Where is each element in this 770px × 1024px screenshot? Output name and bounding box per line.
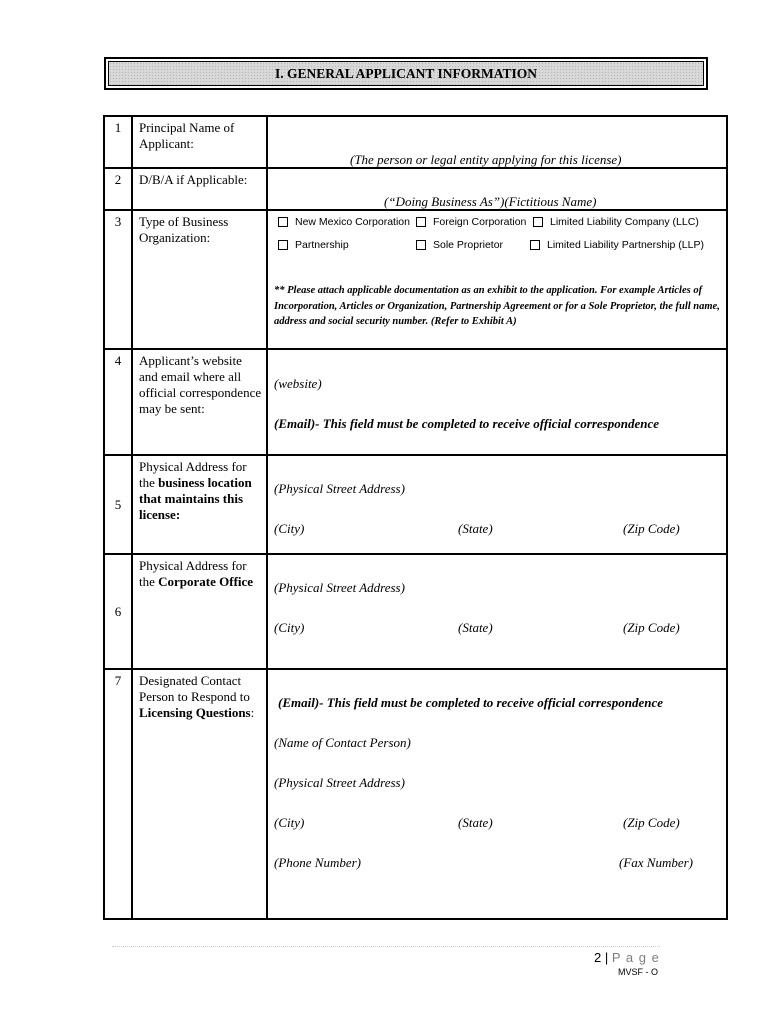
dba-label: D/B/A if Applicable: xyxy=(132,168,267,210)
option-foreign-corporation[interactable]: Foreign Corporation xyxy=(416,214,526,230)
state-hint: (State) xyxy=(458,815,493,830)
street-hint: (Physical Street Address) xyxy=(274,775,405,790)
form-row-1 xyxy=(104,116,727,168)
business-address-field[interactable] xyxy=(267,455,727,554)
checkbox-icon xyxy=(533,217,543,227)
checkbox-icon xyxy=(278,217,288,227)
row-number: 6 xyxy=(104,554,132,669)
website-email-field[interactable] xyxy=(267,349,727,455)
form-row-2 xyxy=(104,168,727,210)
city-hint: (City) xyxy=(274,620,305,635)
applicant-form-table xyxy=(103,115,728,920)
checkbox-icon xyxy=(278,240,288,250)
dba-field[interactable] xyxy=(267,168,727,210)
checkbox-icon xyxy=(416,240,426,250)
section-header xyxy=(104,57,708,90)
corporate-office-label: Physical Address for the Corporate Office xyxy=(132,554,267,669)
zip-hint: (Zip Code) xyxy=(623,815,680,830)
option-sole-proprietor[interactable]: Sole Proprietor xyxy=(416,237,503,253)
checkbox-icon xyxy=(530,240,540,250)
row-number: 5 xyxy=(104,455,132,554)
form-row-7 xyxy=(104,669,727,919)
business-location-label: Physical Address for the business location that maintains this license: xyxy=(132,455,267,554)
row-number: 4 xyxy=(104,349,132,455)
contact-person-label: Designated Contact Person to Respond to Licensing Questions: xyxy=(132,669,267,919)
row-number: 2 xyxy=(104,168,132,210)
form-row-5 xyxy=(104,455,727,554)
zip-hint: (Zip Code) xyxy=(623,521,680,536)
contact-name-hint: (Name of Contact Person) xyxy=(274,735,411,750)
option-llp[interactable]: Limited Liability Partnership (LLP) xyxy=(530,237,704,253)
contact-email-hint: (Email)- This field must be completed to receive official correspondence xyxy=(278,695,663,710)
dba-hint: (“Doing Business As”)(Fictitious Name) xyxy=(384,194,597,209)
row-number: 7 xyxy=(104,669,132,919)
phone-hint: (Phone Number) xyxy=(274,855,362,870)
form-row-4 xyxy=(104,349,727,455)
row-number: 1 xyxy=(104,116,132,168)
form-code: MVSF - O xyxy=(618,967,658,977)
option-llc[interactable]: Limited Liability Company (LLC) xyxy=(533,214,699,230)
option-partnership[interactable]: Partnership xyxy=(278,237,349,253)
city-hint: (City) xyxy=(274,521,305,536)
page-number: 2 | P a g e xyxy=(594,950,660,965)
city-hint: (City) xyxy=(274,815,305,830)
business-type-options xyxy=(267,210,727,349)
option-nm-corporation[interactable]: New Mexico Corporation xyxy=(278,214,410,230)
business-type-label: Type of Business Organization: xyxy=(132,210,267,349)
email-hint: (Email)- This field must be completed to receive official correspondence xyxy=(274,416,659,431)
form-row-6 xyxy=(104,554,727,669)
website-hint: (website) xyxy=(274,376,322,391)
section-title: I. GENERAL APPLICANT INFORMATION xyxy=(108,61,704,86)
principal-name-field[interactable] xyxy=(267,116,727,168)
form-row-3 xyxy=(104,210,727,349)
principal-name-hint: (The person or legal entity applying for this license) xyxy=(350,152,622,167)
state-hint: (State) xyxy=(458,620,493,635)
website-email-label: Applicant’s website and email where all official correspondence may be sent: xyxy=(132,349,267,455)
street-hint: (Physical Street Address) xyxy=(274,580,405,595)
principal-name-label: Principal Name of Applicant: xyxy=(132,116,267,168)
street-hint: (Physical Street Address) xyxy=(274,481,405,496)
fax-hint: (Fax Number) xyxy=(619,855,694,870)
row-number: 3 xyxy=(104,210,132,349)
contact-person-field[interactable] xyxy=(267,669,727,919)
checkbox-icon xyxy=(416,217,426,227)
corporate-address-field[interactable] xyxy=(267,554,727,669)
state-hint: (State) xyxy=(458,521,493,536)
footer-divider xyxy=(112,946,660,947)
documentation-note: ** Please attach applicable documentation as an exhibit to the application. For example Articles of Incorporation, Articles or Organization, Partnership Agreement or for a Sole Proprietor, the full name, address and social security number. (Refer to Exhibit A) xyxy=(274,285,720,327)
zip-hint: (Zip Code) xyxy=(623,620,680,635)
